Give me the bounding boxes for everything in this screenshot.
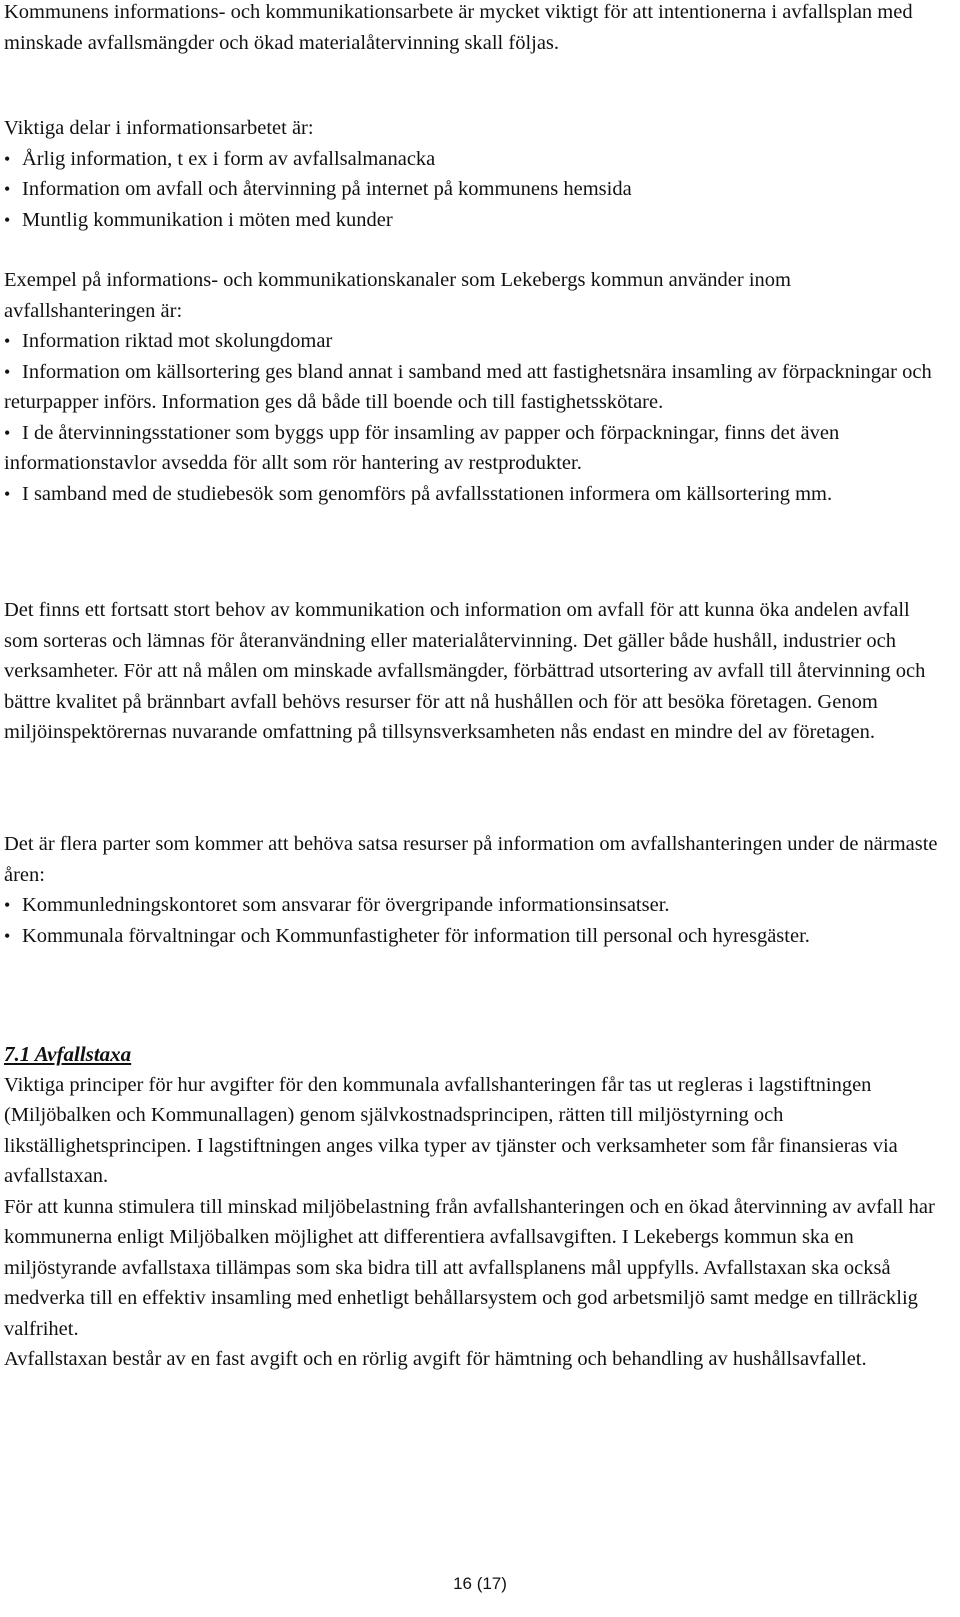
- list-item: • Information riktad mot skolungdomar: [4, 326, 944, 357]
- bullet-icon: •: [4, 209, 11, 230]
- examples-lead: Exempel på informations- och kommunikationskanaler som Lekebergs kommun använder inom avfallshanteringen är:: [4, 269, 791, 322]
- list-item: • Muntlig kommunikation i möten med kunder: [4, 205, 944, 236]
- bullet-icon: •: [4, 483, 11, 504]
- list-item: • Information om avfall och återvinning på internet på kommunens hemsida: [4, 174, 944, 205]
- list-item: • I de återvinningsstationer som byggs upp för insamling av papper och förpackningar, finns det även informationstavlor avsedda för allt som rör hantering av restprodukter.: [4, 418, 944, 479]
- bullet-icon: •: [4, 895, 11, 915]
- list-item: • Kommunala förvaltningar och Kommunfastigheter för information till personal och hyresgäster.: [4, 921, 944, 952]
- list-item: • Information om källsortering ges bland annat i samband med att fastighetsnära insamling av förpackningar och returpapper införs. Information ges då både till boende och till fastighetsskötare.: [4, 357, 944, 418]
- needs-section: [4, 595, 944, 748]
- bullet-icon: •: [4, 331, 11, 351]
- avfallstaxa-section: [4, 1039, 944, 1375]
- bullet-icon: •: [4, 179, 11, 199]
- page-number: 16 (17): [453, 1574, 507, 1593]
- section-paragraph-2: För att kunna stimulera till minskad miljöbelastning från avfallshanteringen och en ökad återvinning av avfall har kommunerna enligt Miljöbalken möjlighet att differentiera avfallsavgiften. I Lekebergs kommun ska en miljöstyrande avfallstaxa tillämpas som ska bidra till att avfallsplanens mål uppfylls. Avfallstaxan ska också medverka till en effektiv insamling med enhetligt behållarsystem och god arbetsmiljö samt medge en tillräcklig valfrihet.: [4, 1195, 935, 1340]
- needs-paragraph: Det finns ett fortsatt stort behov av kommunikation och information om avfall för att kunna öka andelen avfall som sorteras och lämnas för återanvändning eller materialåtervinning. Det gäller både hushåll, industrier och verksamheter. För att nå målen om minskade avfallsmängder, förbättrad utsortering av avfall till återvinning och bättre kvalitet på brännbart avfall behövs resurser för att nå hushållen och för att besöka företagen. Genom miljöinspektörernas nuvarande omfattning på tillsynsverksamheten nås endast en mindre del av företagen.: [4, 599, 926, 743]
- bullet-icon: •: [4, 148, 11, 169]
- intro-section: [4, 0, 944, 58]
- parties-section: [4, 829, 944, 951]
- info-parts-lead: Viktiga delar i informationsarbetet är:: [4, 117, 314, 139]
- section-heading: 7.1 Avfallstaxa: [4, 1042, 132, 1066]
- parties-lead: Det är flera parter som kommer att behöva satsa resurser på information om avfallshanteringen under de närmaste åren:: [4, 833, 938, 886]
- list-item: • Kommunledningskontoret som ansvarar för övergripande informationsinsatser.: [4, 890, 944, 921]
- list-item: • I samband med de studiebesök som genomförs på avfallsstationen informera om källsortering mm.: [4, 479, 944, 510]
- intro-paragraph: Kommunens informations- och kommunikationsarbete är mycket viktigt för att intentionerna i avfallsplan med minskade avfallsmängder och ökad materialåtervinning skall följas.: [4, 1, 913, 54]
- bullet-icon: •: [4, 422, 11, 443]
- info-parts-section: [4, 113, 944, 235]
- section-paragraph-1: Viktiga principer för hur avgifter för den kommunala avfallshanteringen får tas ut regleras i lagstiftningen (Miljöbalken och Kommunallagen) genom självkostnadsprincipen, rätten till miljöstyrning och likställighetsprincipen. I lagstiftningen anges vilka typer av tjänster och verksamheter som får finansieras via avfallstaxan.: [4, 1073, 898, 1187]
- bullet-icon: •: [4, 361, 11, 382]
- list-item: • Årlig information, t ex i form av avfallsalmanacka: [4, 144, 944, 175]
- bullet-icon: •: [4, 925, 11, 946]
- examples-section: [4, 265, 944, 509]
- section-paragraph-3: Avfallstaxan består av en fast avgift och en rörlig avgift för hämtning och behandling av hushållsavfallet.: [4, 1348, 867, 1370]
